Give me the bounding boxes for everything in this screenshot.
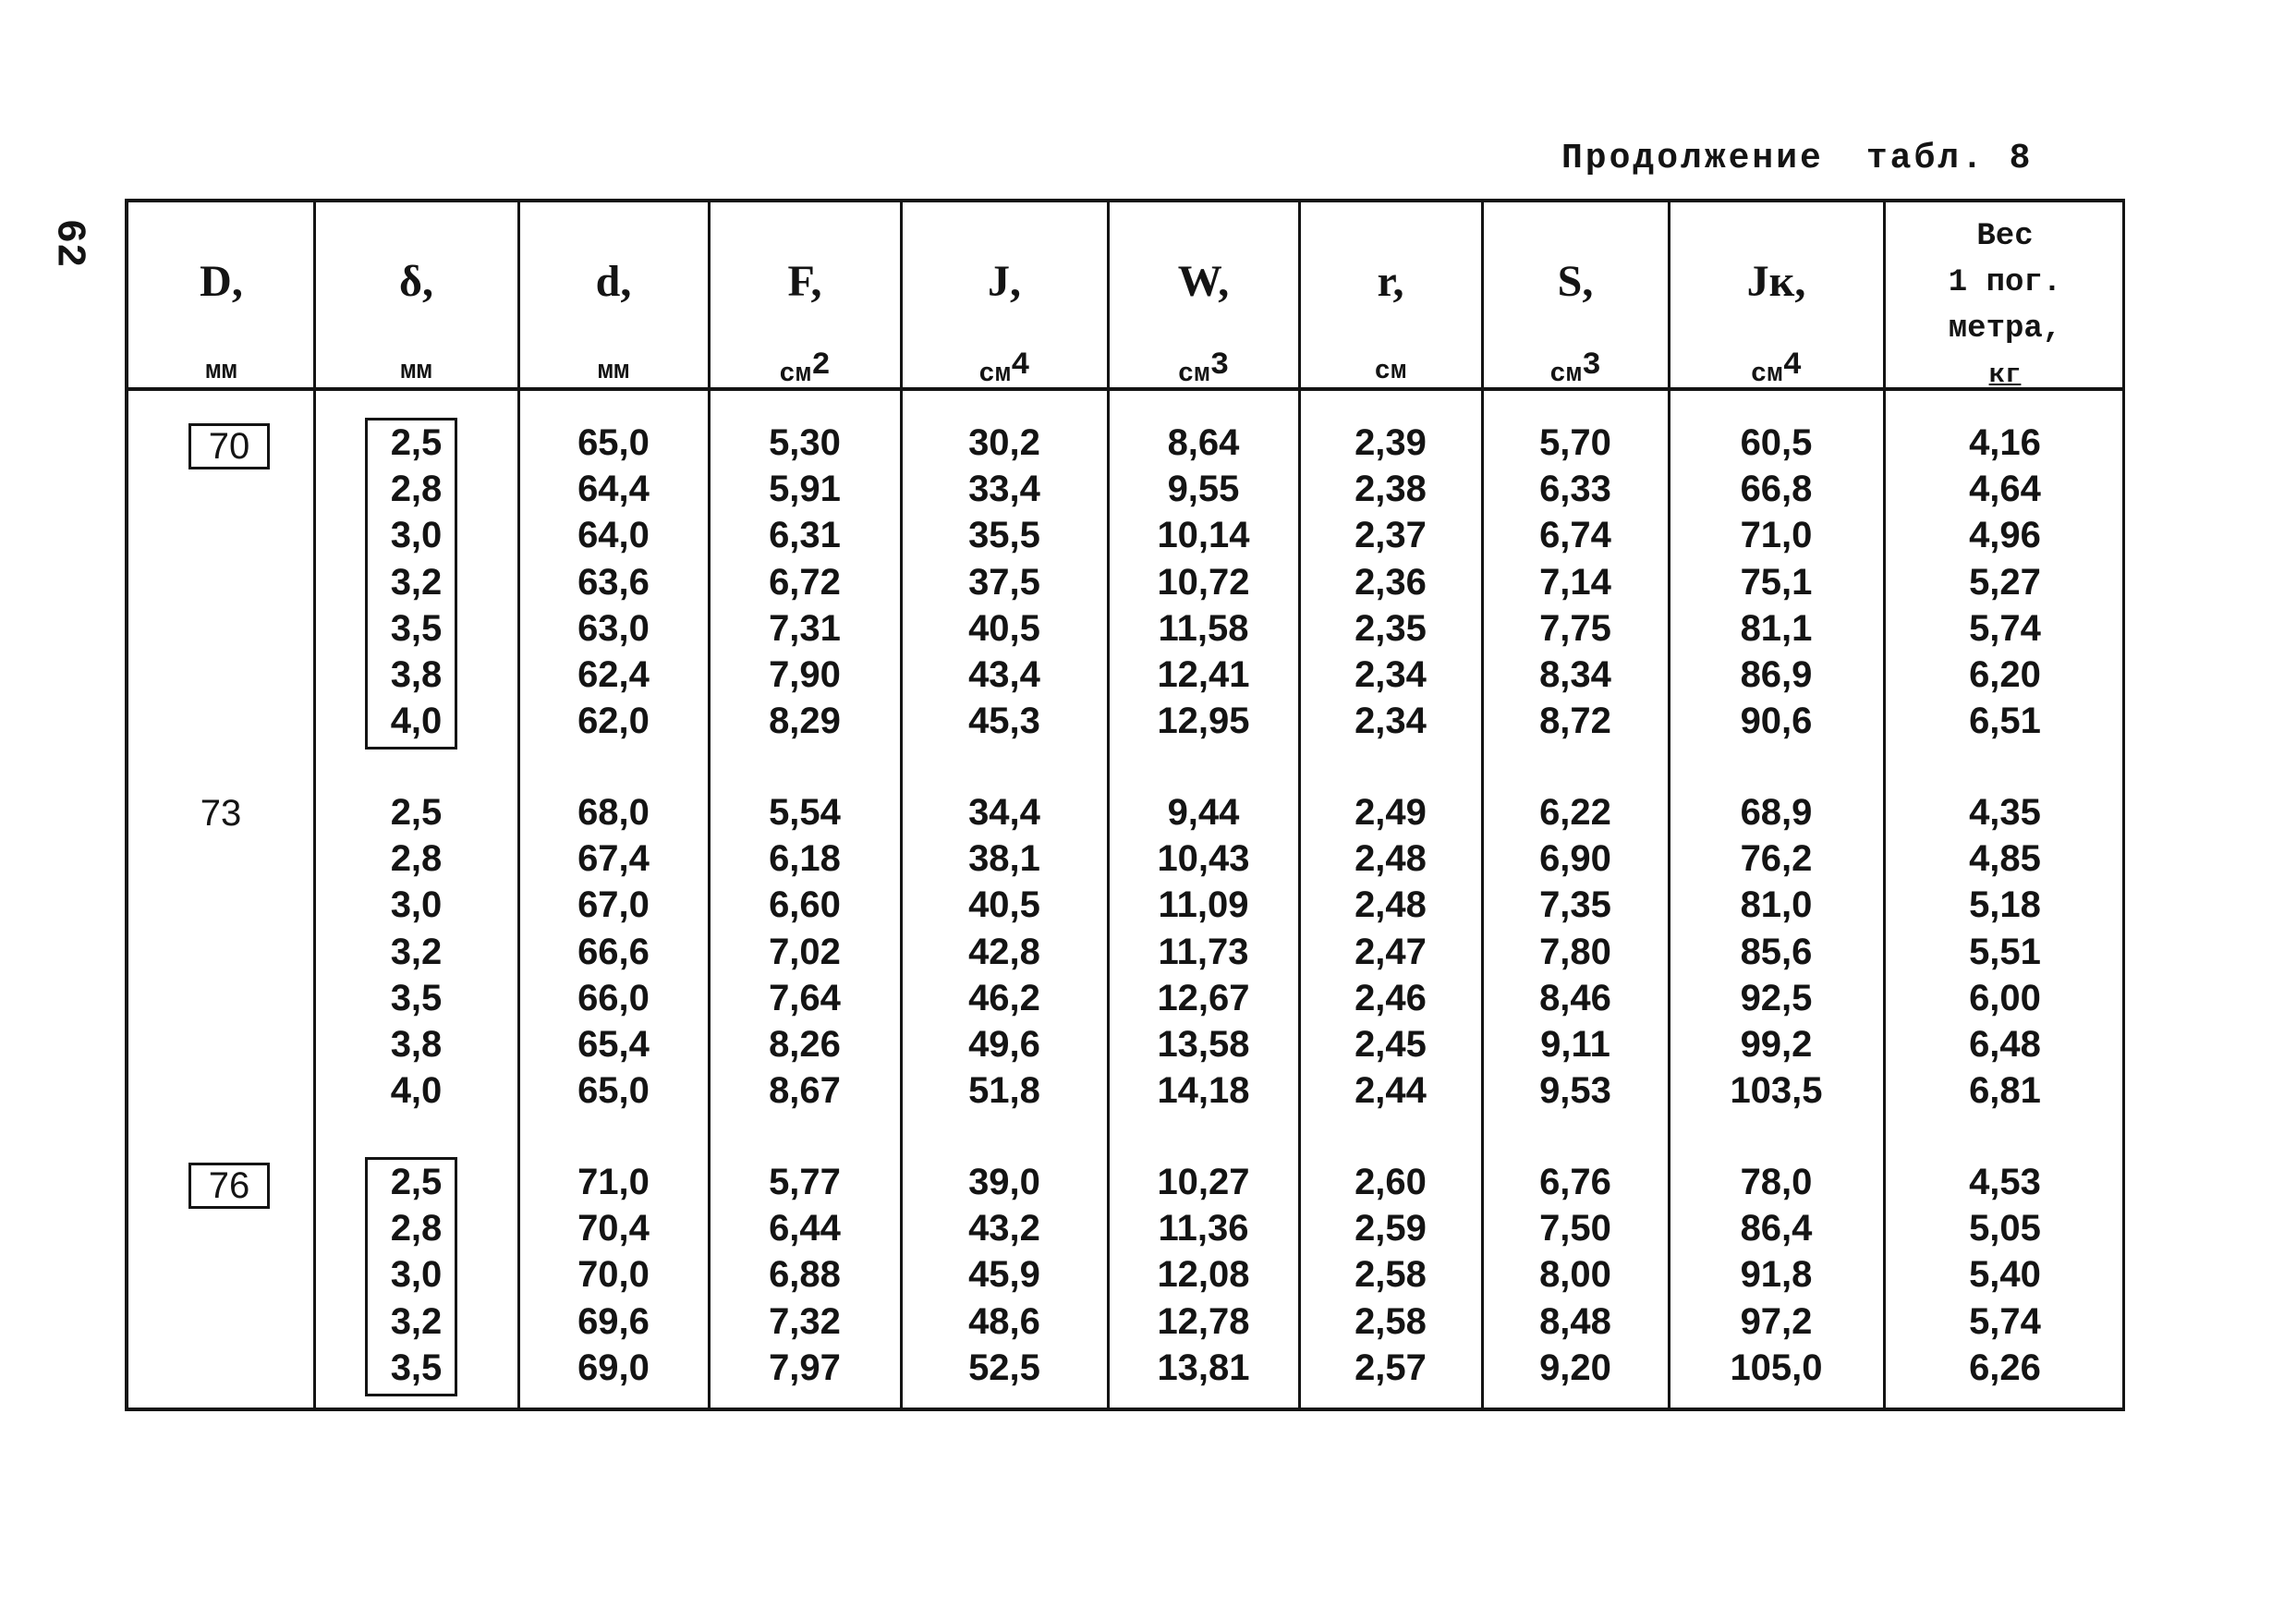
caption-table-ref: табл. 8 (1865, 139, 2034, 178)
cell-W: 12,78 (1157, 1300, 1250, 1342)
cell-d: 71,0 (577, 1162, 650, 1202)
cell-d: 63,0 (577, 607, 650, 649)
cell-Jk: 90,6 (1740, 701, 1813, 742)
cell-delta: 2,5 (390, 422, 443, 463)
header-unit-F (709, 348, 901, 389)
cell-Jk: 86,4 (1740, 1208, 1813, 1249)
cell-d: 65,4 (577, 1024, 650, 1065)
cell-r: 2,36 (1355, 561, 1427, 603)
cell-S: 6,74 (1539, 515, 1611, 556)
cell-delta: 3,8 (390, 654, 443, 695)
header-symbol-J: J, (988, 257, 1021, 306)
cell-F: 7,32 (769, 1300, 841, 1342)
header-unit-D (128, 358, 314, 384)
cell-delta: 2,5 (390, 1162, 443, 1202)
cell-r: 2,37 (1355, 515, 1427, 556)
cell-W: 10,72 (1157, 561, 1250, 603)
cell-d: 64,0 (577, 515, 650, 556)
cell-W: 10,43 (1157, 838, 1250, 880)
cell-r: 2,47 (1355, 931, 1427, 972)
column-divider (1668, 202, 1670, 1408)
cell-d: 63,6 (577, 561, 650, 603)
header-symbol-S: S, (1557, 257, 1594, 306)
cell-delta: 3,2 (390, 931, 443, 972)
unit-text: см (1750, 359, 1783, 389)
cell-r: 2,58 (1355, 1254, 1427, 1296)
cell-W: 10,14 (1157, 515, 1250, 556)
cell-weight: 4,96 (1969, 515, 2041, 556)
cell-S: 7,50 (1539, 1208, 1611, 1249)
cell-S: 8,34 (1539, 654, 1611, 695)
unit-exponent: 3 (1582, 348, 1601, 384)
cell-r: 2,39 (1355, 422, 1427, 463)
cell-J: 46,2 (968, 977, 1040, 1018)
header-unit-r (1299, 358, 1482, 384)
header-symbol-delta: δ, (399, 257, 433, 306)
unit-text: мм (205, 356, 237, 386)
cell-Jk: 68,9 (1740, 792, 1813, 833)
cell-weight: 6,20 (1969, 654, 2041, 695)
cell-Jk: 97,2 (1740, 1300, 1813, 1342)
header-unit-W (1108, 348, 1299, 389)
cell-F: 7,97 (769, 1347, 841, 1388)
cell-S: 9,20 (1539, 1347, 1611, 1388)
header-weight-line1: Вес (1976, 219, 2034, 254)
cell-Jk: 86,9 (1740, 654, 1813, 695)
cell-F: 7,02 (769, 931, 841, 972)
header-symbol-d: d, (595, 257, 632, 306)
header-weight (1884, 213, 2126, 398)
cell-r: 2,34 (1355, 701, 1427, 742)
cell-d: 64,4 (577, 469, 650, 510)
cell-weight: 6,81 (1969, 1070, 2041, 1112)
unit-text: см (1177, 359, 1210, 389)
cell-W: 12,95 (1157, 701, 1250, 742)
cell-delta: 3,2 (390, 561, 443, 603)
cell-W: 12,67 (1157, 977, 1250, 1018)
cell-delta: 3,0 (390, 884, 443, 926)
cell-d: 67,4 (577, 838, 650, 880)
cell-Jk: 91,8 (1740, 1254, 1813, 1296)
cell-d: 62,0 (577, 701, 650, 742)
cell-J: 33,4 (968, 469, 1040, 510)
cell-delta: 2,5 (390, 792, 443, 833)
cell-r: 2,46 (1355, 977, 1427, 1018)
cell-delta: 3,0 (390, 1254, 443, 1296)
cell-W: 10,27 (1157, 1162, 1250, 1202)
table-caption (1561, 139, 2033, 178)
cell-Jk: 81,0 (1740, 884, 1813, 926)
cell-delta: 3,8 (390, 1024, 443, 1065)
cell-F: 8,67 (769, 1070, 841, 1112)
column-divider (517, 202, 520, 1408)
cell-S: 7,80 (1539, 931, 1611, 972)
header-symbol-D: D, (200, 257, 243, 306)
cell-J: 43,4 (968, 654, 1040, 695)
cell-Jk: 81,1 (1740, 607, 1813, 649)
cell-Jk: 76,2 (1740, 838, 1813, 880)
header-weight-line2: 1 пог. (1948, 265, 2062, 300)
cell-F: 5,30 (769, 422, 841, 463)
unit-exponent: 2 (811, 348, 831, 384)
unit-text: см (1549, 359, 1583, 389)
cell-F: 5,77 (769, 1162, 841, 1202)
cell-F: 5,91 (769, 469, 841, 510)
cell-S: 6,76 (1539, 1162, 1611, 1202)
unit-exponent: 4 (1011, 348, 1030, 384)
cell-W: 9,44 (1167, 792, 1240, 833)
cell-J: 35,5 (968, 515, 1040, 556)
unit-exponent: 3 (1209, 348, 1230, 384)
cell-d: 62,4 (577, 654, 650, 695)
cell-r: 2,38 (1355, 469, 1427, 510)
header-symbol-r: r, (1377, 257, 1404, 306)
cell-Jk: 78,0 (1740, 1162, 1813, 1202)
cell-d: 70,0 (577, 1254, 650, 1296)
cell-S: 8,48 (1539, 1300, 1611, 1342)
cell-W: 11,36 (1158, 1208, 1249, 1249)
cell-J: 51,8 (968, 1070, 1040, 1112)
cell-W: 11,58 (1158, 607, 1249, 649)
cell-S: 7,14 (1539, 561, 1611, 603)
cell-r: 2,34 (1355, 654, 1427, 695)
cell-J: 39,0 (968, 1162, 1040, 1202)
cell-weight: 5,74 (1969, 1300, 2041, 1342)
cell-delta: 3,2 (390, 1300, 443, 1342)
cell-J: 43,2 (968, 1208, 1040, 1249)
cell-weight: 5,18 (1969, 884, 2041, 926)
caption-word-continuation: Продолжение (1561, 139, 1824, 178)
cell-F: 8,26 (769, 1024, 841, 1065)
page-number: 62 (45, 218, 92, 268)
cell-S: 5,70 (1539, 422, 1611, 463)
cell-F: 6,31 (769, 515, 841, 556)
cell-weight: 4,53 (1969, 1162, 2041, 1202)
cell-J: 30,2 (968, 422, 1040, 463)
cell-weight: 4,85 (1969, 838, 2041, 880)
column-divider (313, 202, 316, 1408)
unit-text: см (779, 359, 812, 389)
cell-r: 2,45 (1355, 1024, 1427, 1065)
cell-W: 8,64 (1167, 422, 1240, 463)
header-unit-d (518, 358, 709, 384)
cell-delta: 4,0 (390, 1070, 443, 1112)
cell-r: 2,58 (1355, 1300, 1427, 1342)
cell-delta: 3,5 (390, 1347, 443, 1388)
cell-r: 2,57 (1355, 1347, 1427, 1388)
header-symbol-Jk: Jк, (1746, 257, 1806, 306)
cell-W: 13,81 (1157, 1347, 1250, 1388)
cell-delta: 2,8 (390, 469, 443, 510)
cell-r: 2,48 (1355, 838, 1427, 880)
cell-weight: 6,00 (1969, 977, 2041, 1018)
cell-J: 45,3 (968, 701, 1040, 742)
cell-d: 68,0 (577, 792, 650, 833)
cell-Jk: 99,2 (1740, 1024, 1813, 1065)
cell-delta: 4,0 (390, 701, 443, 742)
cell-J: 40,5 (968, 884, 1040, 926)
column-divider (1883, 202, 1886, 1408)
cell-delta: 2,8 (390, 1208, 443, 1249)
cell-weight: 4,35 (1969, 792, 2041, 833)
cell-Jk: 66,8 (1740, 469, 1813, 510)
cell-J: 52,5 (968, 1347, 1040, 1388)
outer-diameter-value: 73 (200, 793, 242, 834)
cell-W: 14,18 (1157, 1070, 1250, 1112)
cell-delta: 3,0 (390, 515, 443, 556)
cell-J: 42,8 (968, 931, 1040, 972)
cell-delta: 3,5 (390, 977, 443, 1018)
cell-r: 2,59 (1355, 1208, 1427, 1249)
cell-S: 6,22 (1539, 792, 1611, 833)
cell-weight: 6,48 (1969, 1024, 2041, 1065)
cell-weight: 4,16 (1969, 422, 2041, 463)
cell-S: 9,53 (1539, 1070, 1611, 1112)
cell-weight: 4,64 (1969, 469, 2041, 510)
cell-F: 7,90 (769, 654, 841, 695)
cell-d: 65,0 (577, 1070, 650, 1112)
cell-delta: 3,5 (390, 607, 443, 649)
cell-d: 66,6 (577, 931, 650, 972)
column-divider (1107, 202, 1110, 1408)
cell-weight: 5,27 (1969, 561, 2041, 603)
cell-F: 5,54 (769, 792, 841, 833)
cell-d: 67,0 (577, 884, 650, 926)
cell-r: 2,44 (1355, 1070, 1427, 1112)
cell-F: 7,64 (769, 977, 841, 1018)
cell-d: 65,0 (577, 422, 650, 463)
cell-weight: 5,74 (1969, 607, 2041, 649)
column-divider (1481, 202, 1484, 1408)
header-unit-Jk (1669, 348, 1884, 389)
cell-W: 11,73 (1158, 931, 1249, 972)
cell-F: 6,88 (769, 1254, 841, 1296)
cell-d: 69,0 (577, 1347, 650, 1388)
header-unit-delta (314, 358, 518, 384)
header-weight-unit: кг (1988, 360, 2022, 390)
cell-delta: 2,8 (390, 838, 443, 880)
cell-Jk: 75,1 (1740, 561, 1813, 603)
cell-J: 38,1 (968, 838, 1040, 880)
cell-J: 34,4 (968, 792, 1040, 833)
cell-Jk: 105,0 (1730, 1347, 1823, 1388)
header-unit-S (1482, 348, 1669, 389)
unit-text: см (978, 359, 1012, 389)
header-symbol-W: W, (1177, 257, 1230, 306)
cell-Jk: 71,0 (1740, 515, 1813, 556)
cell-r: 2,48 (1355, 884, 1427, 926)
header-unit-J (901, 348, 1108, 389)
cell-weight: 5,05 (1969, 1208, 2041, 1249)
cell-S: 7,35 (1539, 884, 1611, 926)
cell-weight: 6,26 (1969, 1347, 2041, 1388)
cell-W: 12,41 (1157, 654, 1250, 695)
cell-J: 37,5 (968, 561, 1040, 603)
cell-F: 7,31 (769, 607, 841, 649)
header-weight-line3: метра, (1948, 311, 2062, 347)
column-divider (708, 202, 711, 1408)
column-divider (1298, 202, 1301, 1408)
cell-W: 12,08 (1157, 1254, 1250, 1296)
cell-d: 66,0 (577, 977, 650, 1018)
cell-F: 6,72 (769, 561, 841, 603)
outer-diameter-value: 70 (188, 423, 270, 469)
cell-F: 6,44 (769, 1208, 841, 1249)
cell-S: 9,11 (1540, 1024, 1610, 1065)
cell-weight: 6,51 (1969, 701, 2041, 742)
cell-F: 8,29 (769, 701, 841, 742)
cell-weight: 5,51 (1969, 931, 2041, 972)
unit-text: мм (597, 356, 630, 386)
cell-r: 2,60 (1355, 1162, 1427, 1202)
cell-W: 13,58 (1157, 1024, 1250, 1065)
cell-F: 6,60 (769, 884, 841, 926)
unit-exponent: 4 (1782, 348, 1803, 384)
cell-W: 9,55 (1167, 469, 1240, 510)
cell-S: 7,75 (1539, 607, 1611, 649)
cell-Jk: 103,5 (1730, 1070, 1823, 1112)
cell-S: 8,72 (1539, 701, 1611, 742)
cell-J: 40,5 (968, 607, 1040, 649)
header-symbol-F: F, (787, 257, 822, 306)
cell-S: 6,33 (1539, 469, 1611, 510)
unit-text: см (1374, 356, 1407, 386)
cell-Jk: 85,6 (1740, 931, 1813, 972)
cell-S: 6,90 (1539, 838, 1611, 880)
cell-J: 45,9 (968, 1254, 1040, 1296)
unit-text: мм (400, 356, 432, 386)
data-table (125, 199, 2125, 1411)
cell-Jk: 60,5 (1740, 422, 1813, 463)
cell-d: 70,4 (577, 1208, 650, 1249)
cell-weight: 5,40 (1969, 1254, 2041, 1296)
cell-r: 2,35 (1355, 607, 1427, 649)
cell-W: 11,09 (1158, 884, 1249, 926)
cell-J: 49,6 (968, 1024, 1040, 1065)
cell-Jk: 92,5 (1740, 977, 1813, 1018)
cell-r: 2,49 (1355, 792, 1427, 833)
cell-J: 48,6 (968, 1300, 1040, 1342)
column-divider (900, 202, 903, 1408)
cell-F: 6,18 (769, 838, 841, 880)
cell-S: 8,00 (1539, 1254, 1611, 1296)
outer-diameter-value: 76 (188, 1163, 270, 1209)
cell-S: 8,46 (1539, 977, 1611, 1018)
cell-d: 69,6 (577, 1300, 650, 1342)
